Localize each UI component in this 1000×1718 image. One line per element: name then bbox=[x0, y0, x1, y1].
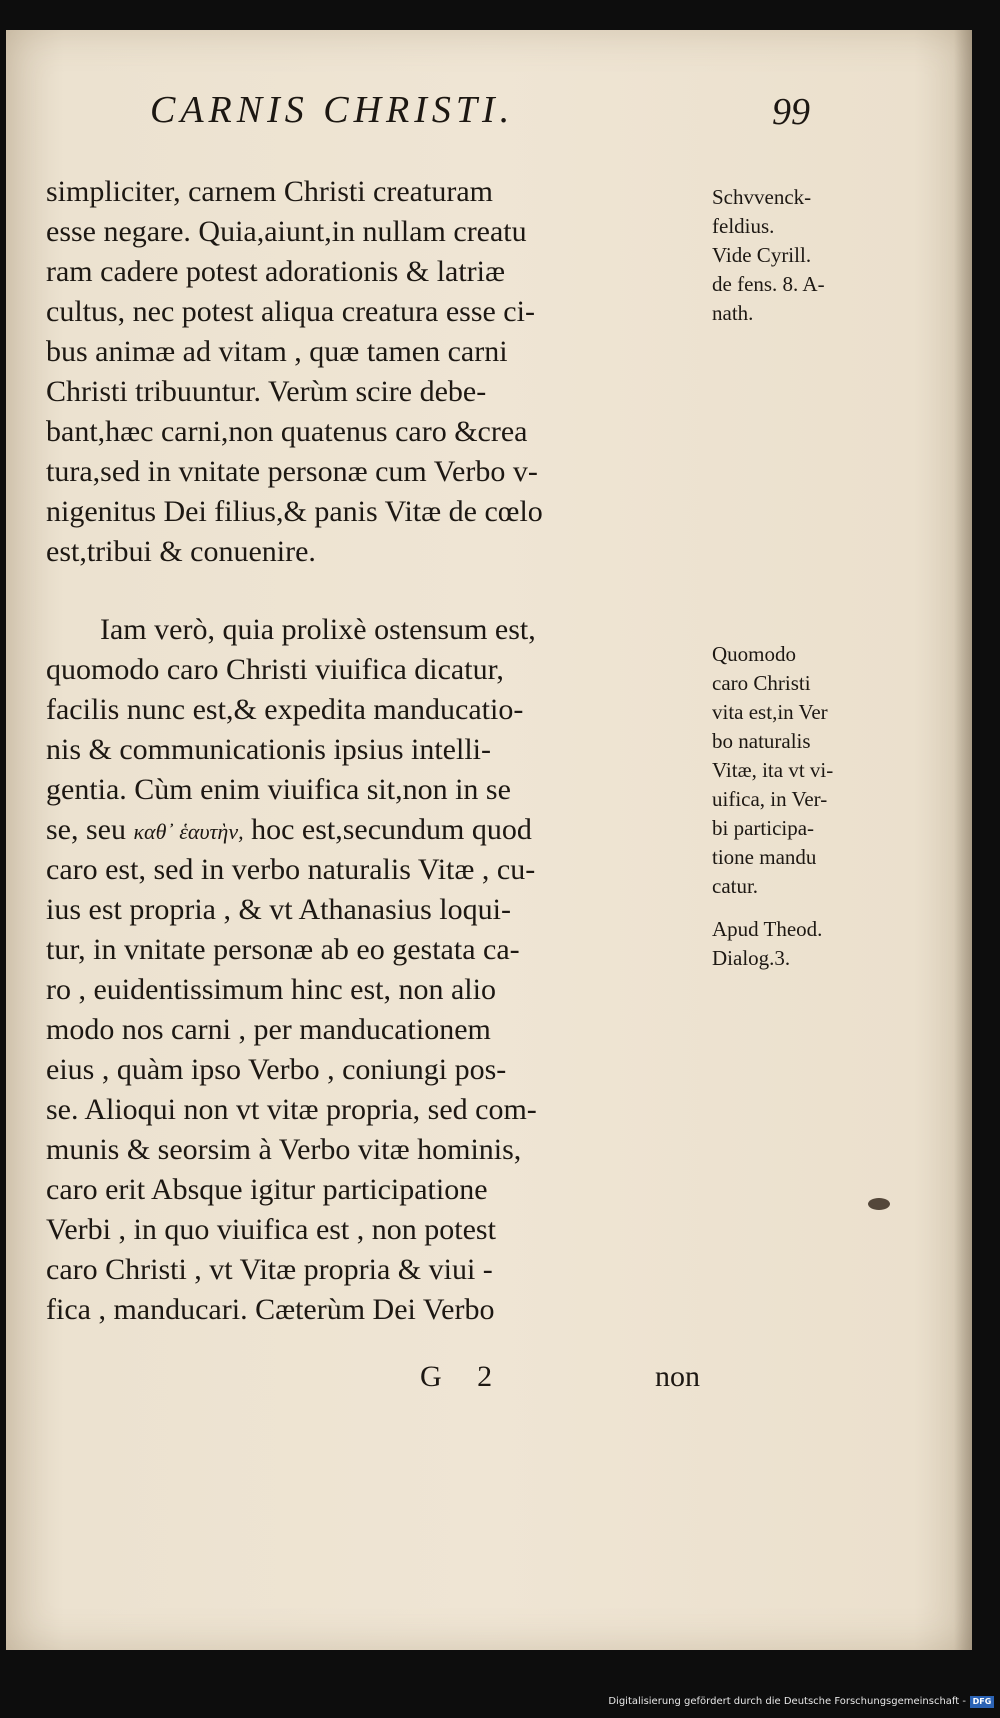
text-line: caro est, sed in verbo naturalis Vitæ , cu- bbox=[46, 853, 536, 886]
text-line: tur, in vnitate personæ ab eo gestata ca- bbox=[46, 933, 520, 966]
margin-line: caro Christi bbox=[712, 671, 811, 695]
margin-note-2 bbox=[712, 640, 888, 901]
text-line: munis & seorsim à Verbo vitæ hominis, bbox=[46, 1133, 522, 1166]
catchword: non bbox=[655, 1360, 700, 1393]
page-footer bbox=[420, 1360, 700, 1404]
greek-phrase: καθ᾽ ἑαυτὴν, bbox=[133, 819, 244, 844]
paragraph-2 bbox=[46, 610, 716, 1330]
text-line: Verbi , in quo viuifica est , non potest bbox=[46, 1213, 496, 1246]
text-line: facilis nunc est,& expedita manducatio- bbox=[46, 693, 524, 726]
text-line: est,tribui & conuenire. bbox=[46, 535, 316, 568]
text-line: tura,sed in vnitate personæ cum Verbo v- bbox=[46, 455, 538, 488]
text-line: ius est propria , & vt Athanasius loqui- bbox=[46, 893, 511, 926]
funding-credit: Digitalisierung gefördert durch die Deutsche Forschungsgemeinschaft - bbox=[608, 1696, 966, 1707]
margin-line: Schvvenck- bbox=[712, 185, 812, 209]
margin-note-3 bbox=[712, 915, 888, 973]
text-line: Iam verò, quia prolixè ostensum est, bbox=[100, 613, 536, 646]
margin-line: nath. bbox=[712, 301, 754, 325]
margin-line: bo naturalis bbox=[712, 729, 811, 753]
margin-line: tione mandu bbox=[712, 845, 817, 869]
margin-line: uifica, in Ver- bbox=[712, 787, 828, 811]
page-header bbox=[150, 80, 810, 150]
margin-line: bi participa- bbox=[712, 816, 815, 840]
margin-line: catur. bbox=[712, 874, 759, 898]
text-line: gentia. Cùm enim viuifica sit,non in se bbox=[46, 773, 511, 806]
main-text bbox=[46, 172, 716, 1330]
margin-line: vita est,in Ver bbox=[712, 700, 828, 724]
margin-line: Quomodo bbox=[712, 642, 796, 666]
text-line: nigenitus Dei filius,& panis Vitæ de cœlo bbox=[46, 495, 543, 528]
text-line: cultus, nec potest aliqua creatura esse ci- bbox=[46, 295, 535, 328]
text-line: esse negare. Quia,aiunt,in nullam creatu bbox=[46, 215, 527, 248]
text-line: ram cadere potest adorationis & latriæ bbox=[46, 255, 506, 288]
dfg-logo: DFG bbox=[970, 1696, 994, 1708]
margin-line: Dialog.3. bbox=[712, 946, 791, 970]
text-line: se. Alioqui non vt vitæ propria, sed com- bbox=[46, 1093, 537, 1126]
margin-line: feldius. bbox=[712, 214, 775, 238]
margin-line: de fens. 8. A- bbox=[712, 272, 825, 296]
margin-note-1 bbox=[712, 183, 888, 328]
text-line: nis & communicationis ipsius intelli- bbox=[46, 733, 491, 766]
margin-line: Vitæ, ita vt vi- bbox=[712, 758, 834, 782]
text-line: fica , manducari. Cæterùm Dei Verbo bbox=[46, 1293, 495, 1326]
text-line: bant,hæc carni,non quatenus caro &crea bbox=[46, 415, 528, 448]
page-number: 99 bbox=[772, 91, 810, 133]
text-line: simpliciter, carnem Christi creaturam bbox=[46, 175, 493, 208]
text-line: quomodo caro Christi viuifica dicatur, bbox=[46, 653, 504, 686]
text-line: modo nos carni , per manducationem bbox=[46, 1013, 491, 1046]
margin-line: Vide Cyrill. bbox=[712, 243, 812, 267]
text-line: bus animæ ad vitam , quæ tamen carni bbox=[46, 335, 508, 368]
text-line: eius , quàm ipso Verbo , coniungi pos- bbox=[46, 1053, 507, 1086]
running-title: CARNIS CHRISTI. bbox=[150, 89, 515, 131]
page-spine-shadow bbox=[954, 30, 972, 1650]
text-fragment: se, seu bbox=[46, 813, 126, 846]
paragraph-1 bbox=[46, 172, 716, 572]
ink-spot bbox=[868, 1198, 890, 1210]
text-line: caro Christi , vt Vitæ propria & viui - bbox=[46, 1253, 493, 1286]
text-line: Christi tribuuntur. Verùm scire debe- bbox=[46, 375, 487, 408]
signature-mark: G 2 bbox=[420, 1360, 507, 1393]
text-line-with-greek bbox=[46, 810, 716, 850]
margin-line: Apud Theod. bbox=[712, 917, 823, 941]
text-line: caro erit Absque igitur participatione bbox=[46, 1173, 488, 1206]
text-fragment: hoc est,secundum quod bbox=[251, 813, 532, 846]
text-line: ro , euidentissimum hinc est, non alio bbox=[46, 973, 496, 1006]
